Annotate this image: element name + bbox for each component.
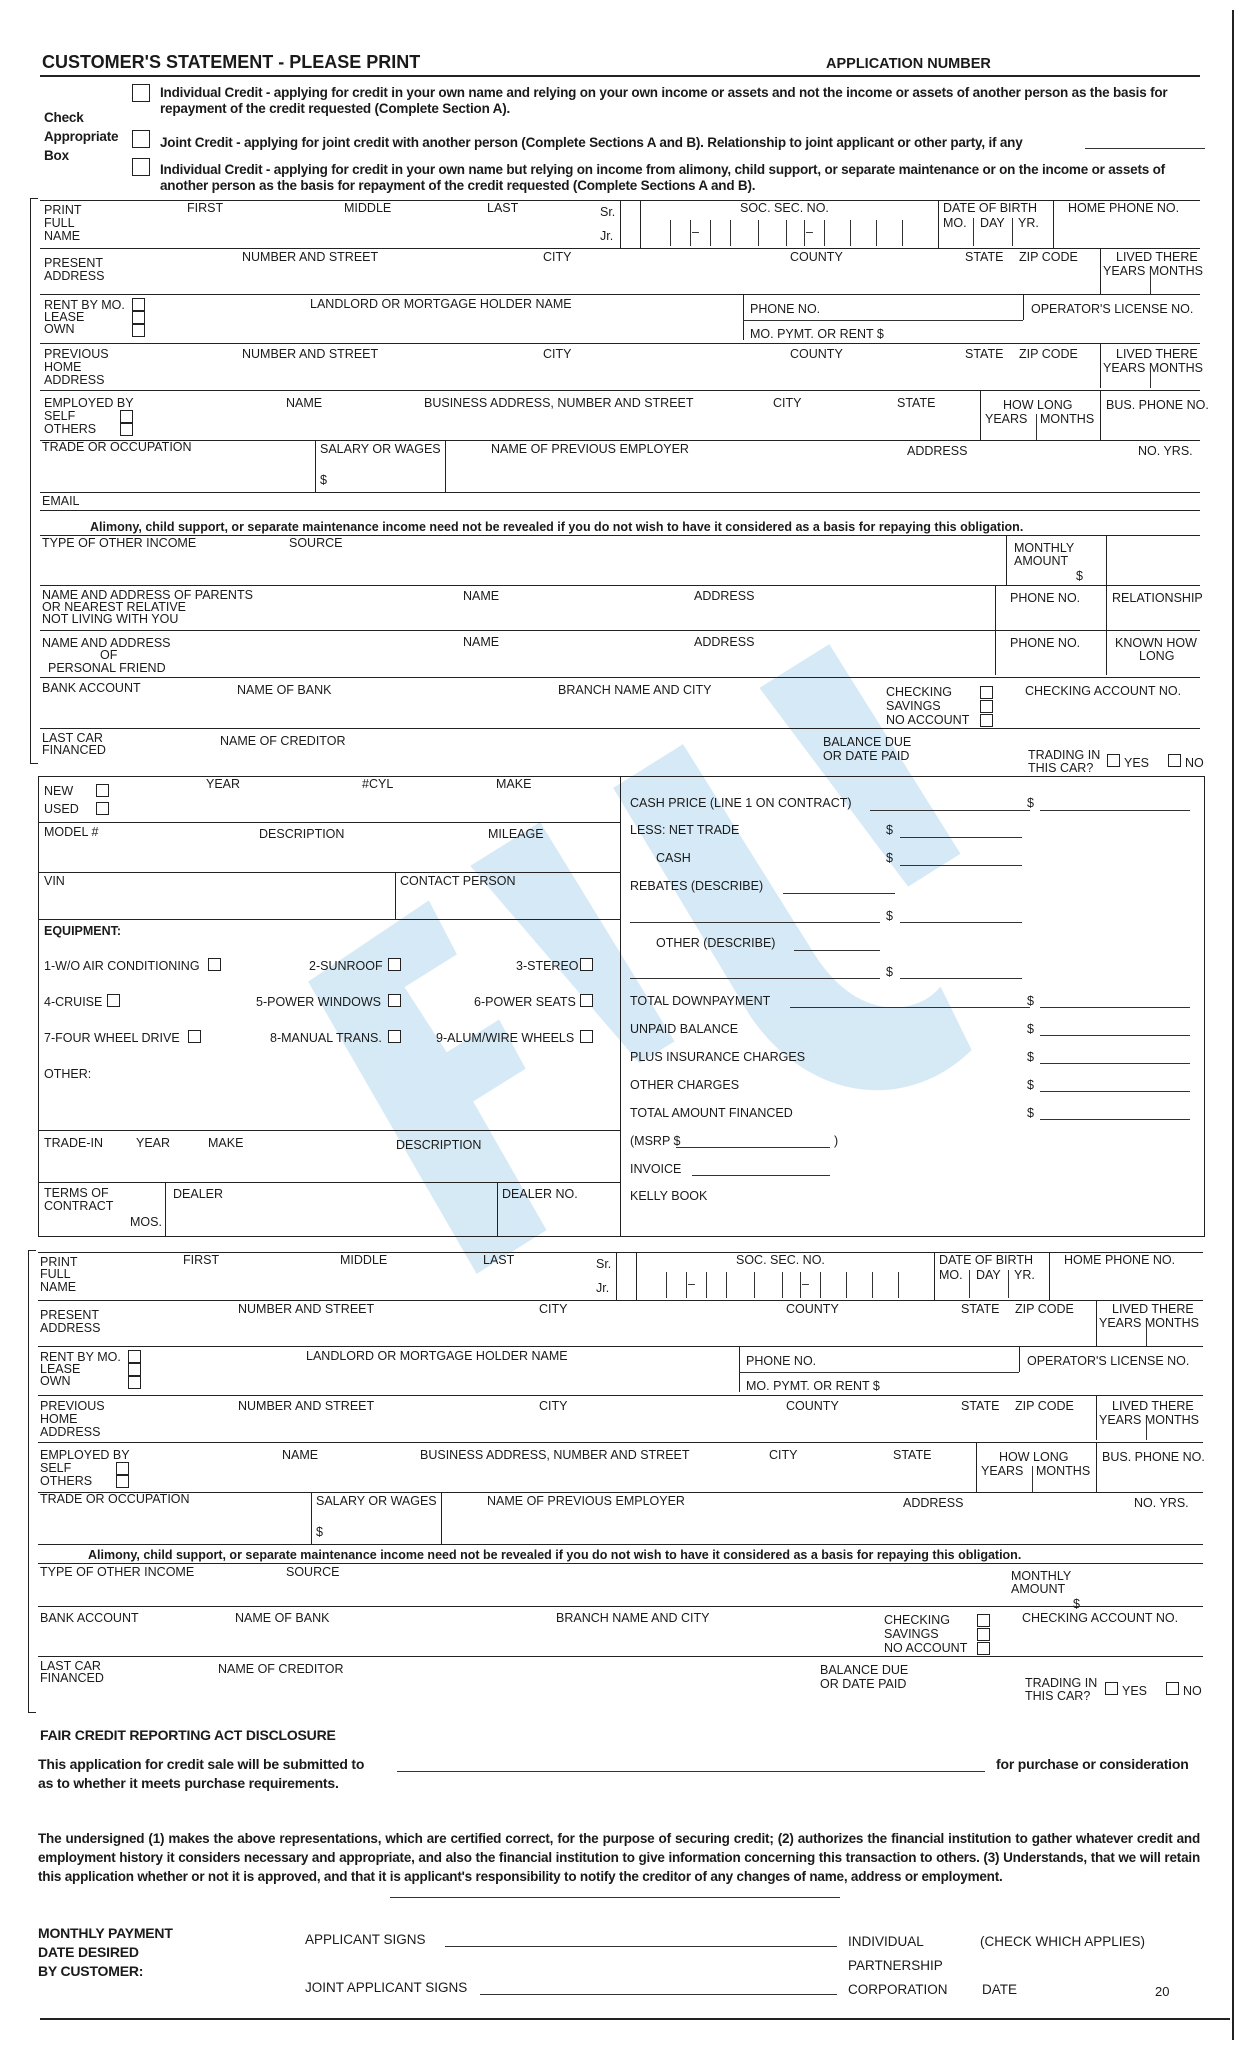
- joint-credit-text: Joint Credit - applying for joint credit with another person (Complete Sections A and B). Relationship to joint applicant or other party, if any: [160, 135, 1023, 150]
- others-checkbox-b[interactable]: [116, 1475, 129, 1488]
- check-label-1: Check: [44, 110, 84, 125]
- power-seats-checkbox[interactable]: [580, 994, 593, 1007]
- no-ac-checkbox[interactable]: [208, 958, 221, 971]
- relationship-line[interactable]: [1085, 148, 1205, 149]
- trading-no-checkbox-b[interactable]: [1166, 1682, 1179, 1695]
- cruise-checkbox[interactable]: [107, 994, 120, 1007]
- submitted-to-line[interactable]: [397, 1771, 985, 1772]
- savings-checkbox-b[interactable]: [977, 1628, 990, 1641]
- power-windows-checkbox[interactable]: [388, 994, 401, 1007]
- joint-credit-checkbox[interactable]: [132, 130, 150, 148]
- new-checkbox[interactable]: [96, 784, 109, 797]
- credit-application-form: CUSTOMER'S STATEMENT - PLEASE PRINT APPLICATION NUMBER Check Appropriate Box Individual Credit - applying for credit in your own name and relying on your own income or assets and not the income or assets of another person as the basis for repayment of the credit requested (Complete Section A). Joint Credit - applying for joint credit with another person (Complete Sections A and B). Relationship to joint applicant or other party, if any Individual Credit - applying for credit in your own name but relying on income from alimony, child support, or separate maintenance or on the income or assets of another person as the basis for repayment of the credit requested (Complete Sections A and B). PRINT FULL NAME FIRST MIDDLE LAST Sr. Jr. SOC. SEC. NO. – – DATE OF BIRTH MO. DAY YR. HOME PHONE NO. PRESENT ADDRESS NUMBER AND STREET CITY COUNTY STATE ZIP CODE LIVED THERE YEARS MONTHS RENT BY MO. LEASE OWN LANDLORD OR MORTGAGE HOLDER NAME PHONE NO. MO. PYMT. OR RENT $ OPERATOR'S LICENSE NO. PREVIOUS HOME ADDRESS NUMBER AND STREET CITY COUNTY STATE ZIP CODE LIVED THERE YEARS MONTHS EMPLOYED BY SELF OTHERS NAME BUSINESS ADDRESS, NUMBER AND STREET CITY STATE HOW LONG YEARS MONTHS BUS. PHONE NO. TRADE OR OCCUPATION SALARY OR WAGES $ NAME OF PREVIOUS EMPLOYER ADDRESS NO. YRS. EMAIL Alimony, child support, or separate maintenance income need not be revealed if you do not wish to have it considered as a basis for repaying this obligation. TYPE OF OTHER INCOME SOURCE MONTHLY AMOUNT $ NAME AND ADDRESS OF PARENTS OR NEAREST RELATIVE NOT LIVING WITH YOU NAME ADDRESS PHONE NO. RELATIONSHIP NAME AND ADDRESS OF PERSONAL FRIEND NAME ADDRESS PHONE NO. KNOWN HOW LONG BANK ACCOUNT NAME OF BANK BRANCH NAME AND CITY CHECKING SAVINGS NO ACCOUNT CHECKING ACCOUNT NO. LAST CAR FINANCED NAME OF CREDITOR BALANCE DUE OR DATE PAID TRADING IN THIS CAR? YES NO NEW USED YEAR #CYL MAKE MODEL # DESCRIPTION MILEAGE VIN CONTACT PERSON EQUIPMENT: 1-W/O AIR CONDITIONING 2-SUNROOF 3-STEREO 4-CRUISE 5-POWER WINDOWS 6-POWER SEATS 7-FOUR WHEEL DRIVE 8-MANUAL TRANS. 9-ALUM/WIRE WHEELS OTHER: TRADE-IN YEAR MAKE DESCRIPTION TERMS OF CONTRACT MOS. DEALER DEALER NO. CASH PRICE (LINE 1 ON CONTRACT) $ LESS: NET TRADE $ CASH $ REBATES (DESCRIBE) $ OTHER (DESCRIBE) $ TOTAL DOWNPAYMENT $ UNPAID BALANCE $ PLUS INSURANCE CHARGES $ OTHER CHARGES $ TOTAL AMOUNT FINANCED $ (MSRP $ ) INVOICE KELLY BOOK PRINT FULL NAME FIRST MIDDLE LAST Sr. Jr. SOC. SEC. NO. – – DATE OF BIRTH MO. DAY YR. HOME PHONE NO. PRESENT ADDRESS NUMBER AND STREET CITY COUNTY STATE ZIP CODE LIVED THERE YEARS MONTHS RENT BY MO. LEASE OWN LANDLORD OR MORTGAGE HOLDER NAME PHONE NO. MO. PYMT. OR RENT $ OPERATOR'S LICENSE NO. PREVIOUS HOME ADDRESS NUMBER AND STREET CITY COUNTY STATE ZIP CODE LIVED THERE YEARS MONTHS EMPLOYED BY SELF OTHERS NAME BUSINESS ADDRESS, NUMBER AND STREET CITY STATE HOW LONG YEARS MONTHS BUS. PHONE NO. TRADE OR OCCUPATION SALARY OR WAGES $ NAME OF PREVIOUS EMPLOYER ADDRESS NO. YRS. Alimony, child support, or separate maintenance income need not be revealed if you do not wish to have it considered as a basis for repaying this obligation. TYPE OF OTHER INCOME SOURCE MONTHLY AMOUNT $ BANK ACCOUNT NAME OF BANK BRANCH NAME AND CITY CHECKING SAVINGS NO ACCOUNT CHECKING ACCOUNT NO. LAST CAR FINANCED NAME OF CREDITOR BALANCE DUE OR DATE PAID TRADING IN THIS CAR? YES NO FAIR CREDIT REPORTING ACT DISCLOSURE This application for credit sale will be submitted to for purchase or consideration as to whether it meets purchase requirements. The undersigned (1) makes the above representations, which are certified correct, for the purpose of securing credit; (2) authorizes the financial institution to gather whatever credit and employment history it considers necessary and appropriate, and also the financial institution to give information concerning this transaction to others. (3) Understands, that we will retain this application whether or not it is approved, and that it is applicant's responsibility to notify the creditor of any changes of name, address or employment. MONTHLY PAYMENT DATE DESIRED BY CUSTOMER: APPLICANT SIGNS INDIVIDUAL (CHECK WHICH APPLIES) PARTNERSHIP JOINT APPLICANT SIGNS CORPORATION DATE 20: [0, 0, 1249, 2048]
- checking-checkbox[interactable]: [980, 686, 993, 699]
- used-checkbox[interactable]: [96, 802, 109, 815]
- lease-checkbox[interactable]: [132, 311, 145, 324]
- applicant-signature-line[interactable]: [445, 1946, 837, 1947]
- individual-other-income-checkbox[interactable]: [132, 158, 150, 176]
- section-a-bracket: [30, 198, 31, 763]
- four-wheel-drive-checkbox[interactable]: [188, 1030, 201, 1043]
- self-employed-checkbox[interactable]: [120, 410, 133, 423]
- header-rule: [40, 75, 1200, 77]
- undersigned-paragraph: The undersigned (1) makes the above representations, which are certified correct, for the purpose of securing credit; (2) authorizes the financial institution to gather whatever credit and employment history it considers necessary and appropriate, and also the financial institution to give information concerning this transaction to others. (3) Understands, that we will retain this application whether or not it is approved, and that it is applicant's responsibility to notify the creditor of any changes of name, address or employment.: [38, 1831, 1200, 1884]
- lease-checkbox-b[interactable]: [128, 1363, 141, 1376]
- manual-trans-checkbox[interactable]: [388, 1030, 401, 1043]
- page-right-border: [1232, 10, 1234, 2040]
- trading-yes-checkbox[interactable]: [1107, 754, 1120, 767]
- section-b-bracket: [28, 1250, 29, 1712]
- no-account-checkbox[interactable]: [980, 714, 993, 727]
- checking-checkbox-b[interactable]: [977, 1614, 990, 1627]
- fcra-heading: FAIR CREDIT REPORTING ACT DISCLOSURE: [40, 1727, 336, 1743]
- check-label-2: Appropriate: [44, 129, 119, 144]
- check-label-3: Box: [44, 148, 69, 163]
- stereo-checkbox[interactable]: [580, 958, 593, 971]
- savings-checkbox[interactable]: [980, 700, 993, 713]
- others-checkbox[interactable]: [120, 423, 133, 436]
- sunroof-checkbox[interactable]: [388, 958, 401, 971]
- rent-checkbox-b[interactable]: [128, 1350, 141, 1363]
- no-account-checkbox-b[interactable]: [977, 1642, 990, 1655]
- rent-checkbox[interactable]: [132, 298, 145, 311]
- own-checkbox[interactable]: [132, 324, 145, 337]
- individual-credit-text: Individual Credit - applying for credit in your own name and relying on your own income or assets and not the income or assets of another person as the basis for repayment of the credit requested (Complete Section A).: [160, 85, 1168, 116]
- individual-credit-checkbox[interactable]: [132, 84, 150, 102]
- trading-yes-checkbox-b[interactable]: [1105, 1682, 1118, 1695]
- individual-other-income-text: Individual Credit - applying for credit in your own name but relying on income from alimony, child support, or separate maintenance or on the income or assets of another person as the basis for repayment of the credit requested (Complete Sections A and B).: [160, 162, 1165, 193]
- joint-signature-line[interactable]: [480, 1994, 837, 1995]
- self-employed-checkbox-b[interactable]: [116, 1462, 129, 1475]
- application-number-label: APPLICATION NUMBER: [826, 56, 991, 72]
- own-checkbox-b[interactable]: [128, 1376, 141, 1389]
- alum-wheels-checkbox[interactable]: [580, 1030, 593, 1043]
- form-title: CUSTOMER'S STATEMENT - PLEASE PRINT: [42, 52, 421, 72]
- trading-no-checkbox[interactable]: [1168, 754, 1181, 767]
